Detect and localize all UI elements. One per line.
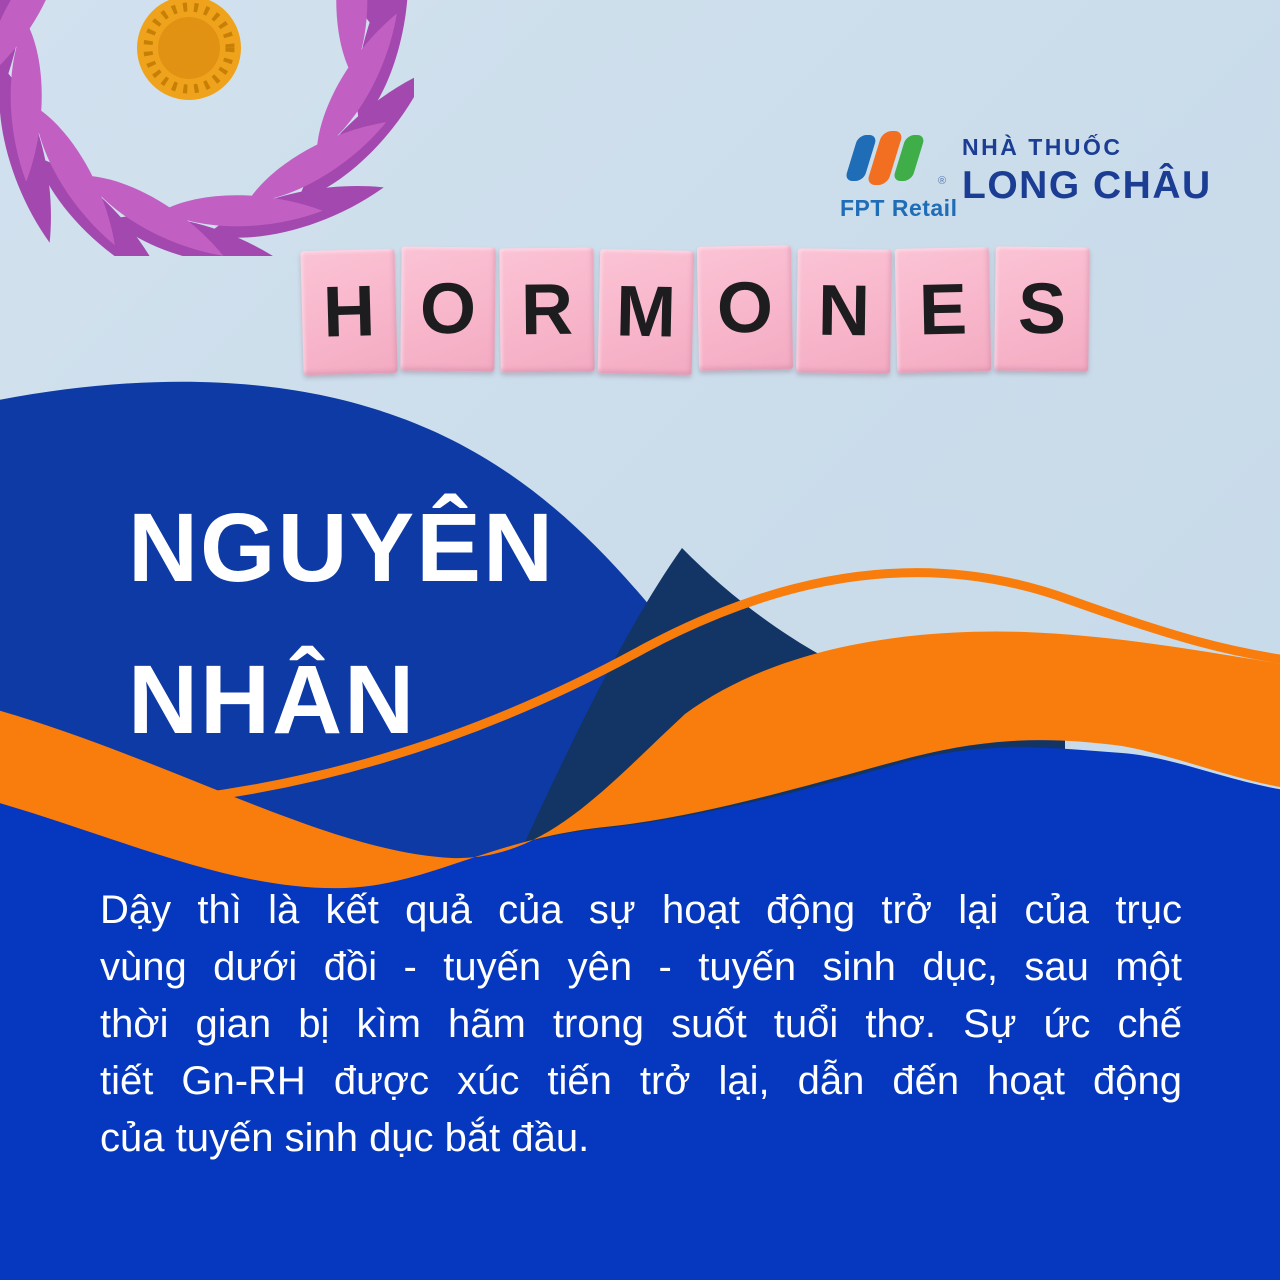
body-line: của tuyến sinh dục bắt đầu. xyxy=(100,1116,590,1160)
flower-illustration xyxy=(0,0,414,256)
body-paragraph xyxy=(100,882,1182,1167)
letter-tile: H xyxy=(300,249,397,375)
flower-center-inner xyxy=(158,17,220,79)
fpt-logo-bars-icon xyxy=(840,130,948,188)
brand-header xyxy=(840,130,1212,222)
body-line: thời gian bị kìm hãm trong suốt tuổi thơ. Sự ức chế xyxy=(100,1002,1182,1046)
section-title-line2: NHÂN xyxy=(128,645,417,754)
pharmacy-name-line2: LONG CHÂU xyxy=(962,164,1212,207)
body-line: tiết Gn-RH được xúc tiến trở lại, dẫn đến hoạt động xyxy=(100,1059,1182,1103)
letter-tile: E xyxy=(895,247,992,373)
letter-tile: M xyxy=(598,249,695,375)
fpt-retail-label: FPT Retail xyxy=(840,195,958,221)
section-title-line1: NGUYÊN xyxy=(128,493,555,602)
body-line: Dậy thì là kết quả của sự hoạt động trở lại của trục xyxy=(100,888,1182,932)
pharmacy-name-line1: NHÀ THUỐC xyxy=(962,134,1123,160)
pharmacy-brand-name xyxy=(962,130,1212,208)
letter-tile: S xyxy=(994,246,1090,371)
letter-tile: O xyxy=(400,247,495,372)
fpt-retail-logo xyxy=(840,130,958,222)
letter-tile: N xyxy=(796,248,892,373)
letter-tile: R xyxy=(499,248,594,373)
body-line: vùng dưới đồi - tuyến yên - tuyến sinh dục, sau một xyxy=(100,945,1182,989)
section-title xyxy=(128,472,555,776)
letter-tile: O xyxy=(697,245,793,371)
registered-mark: ® xyxy=(938,175,947,187)
hormones-letter-tiles xyxy=(302,248,1094,372)
